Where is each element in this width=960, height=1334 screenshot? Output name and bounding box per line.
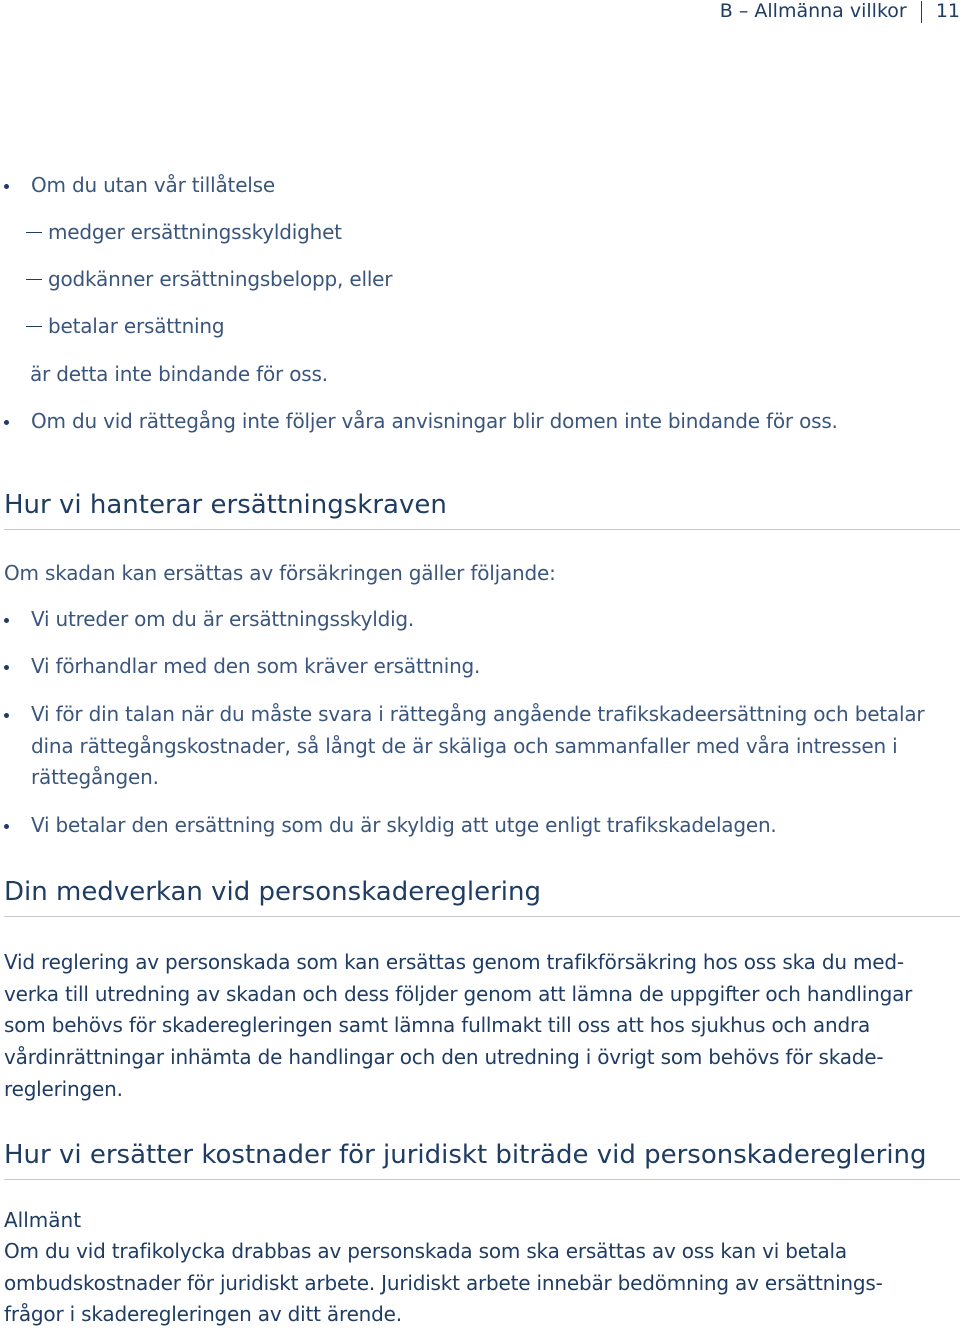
paragraph-line: frågor i skaderegleringen av ditt ärende. (4, 1302, 402, 1326)
section-heading: Din medverkan vid personskadereglering (4, 874, 960, 917)
header-title: Allmänna villkor (754, 0, 907, 22)
bullet-icon (4, 665, 9, 670)
list-item: Vi för din talan när du måste svara i rättegång angående trafikskadeersättning och betalar (4, 699, 924, 730)
bullet-icon (4, 713, 9, 718)
paragraph-line: Om du vid trafikolycka drabbas av personskada som ska ersättas av oss kan vi betala (4, 1239, 847, 1263)
list-item: Vi förhandlar med den som kräver ersättning. (4, 651, 480, 682)
paragraph-line: som behövs för skaderegleringen samt lämna fullmakt till oss att hos sjukhus och andra (4, 1013, 871, 1037)
paragraph-line: vårdinrättningar inhämta de handlingar och den utredning i övrigt som behövs för skade- (4, 1045, 884, 1069)
list-item-continuation: rättegången. (31, 765, 159, 789)
list-item: Om du vid rättegång inte följer våra anvisningar blir domen inte bindande för oss. (4, 406, 838, 437)
sub-list-item: betalar ersättning (4, 311, 224, 342)
list-item: Vi utreder om du är ersättningsskyldig. (4, 604, 414, 635)
dash-icon (26, 279, 42, 280)
subheading: Allmänt (4, 1208, 82, 1232)
header-separator (921, 1, 922, 23)
sub-list-item: godkänner ersättningsbelopp, eller (4, 264, 392, 295)
paragraph-line: verka till utredning av skadan och dess följder genom att lämna de uppgifter och handlingar (4, 982, 913, 1006)
list-item-tail: är detta inte bindande för oss. (30, 362, 328, 386)
dash-icon (26, 232, 42, 233)
bullet-icon (4, 420, 9, 425)
page-header (720, 0, 960, 23)
bullet-icon (4, 184, 9, 189)
list-item-continuation: dina rättegångskostnader, så långt de är skäliga och sammanfaller med våra intressen i (31, 734, 898, 758)
paragraph-line: regleringen. (4, 1077, 123, 1101)
list-item: Om du utan vår tillåtelse (4, 170, 275, 201)
dash-icon (26, 326, 42, 327)
section-intro: Om skadan kan ersättas av försäkringen gäller följande: (4, 561, 556, 585)
section-heading: Hur vi hanterar ersättningskraven (4, 487, 960, 530)
sub-list-item: medger ersättningsskyldighet (4, 217, 342, 248)
list-item: Vi betalar den ersättning som du är skyldig att utge enligt trafikskadelagen. (4, 810, 777, 841)
section-heading: Hur vi ersätter kostnader för juridiskt biträde vid personskadereglering (4, 1137, 960, 1180)
header-dash: – (738, 0, 749, 22)
paragraph-line: Vid reglering av personskada som kan ersättas genom trafikförsäkring hos oss ska du med- (4, 950, 904, 974)
section-letter: B (719, 0, 733, 22)
bullet-icon (4, 824, 9, 829)
page-number: 11 (935, 0, 960, 22)
bullet-icon (4, 618, 9, 623)
paragraph-line: ombudskostnader för juridiskt arbete. Juridiskt arbete innebär bedömning av ersättnings- (4, 1271, 883, 1295)
